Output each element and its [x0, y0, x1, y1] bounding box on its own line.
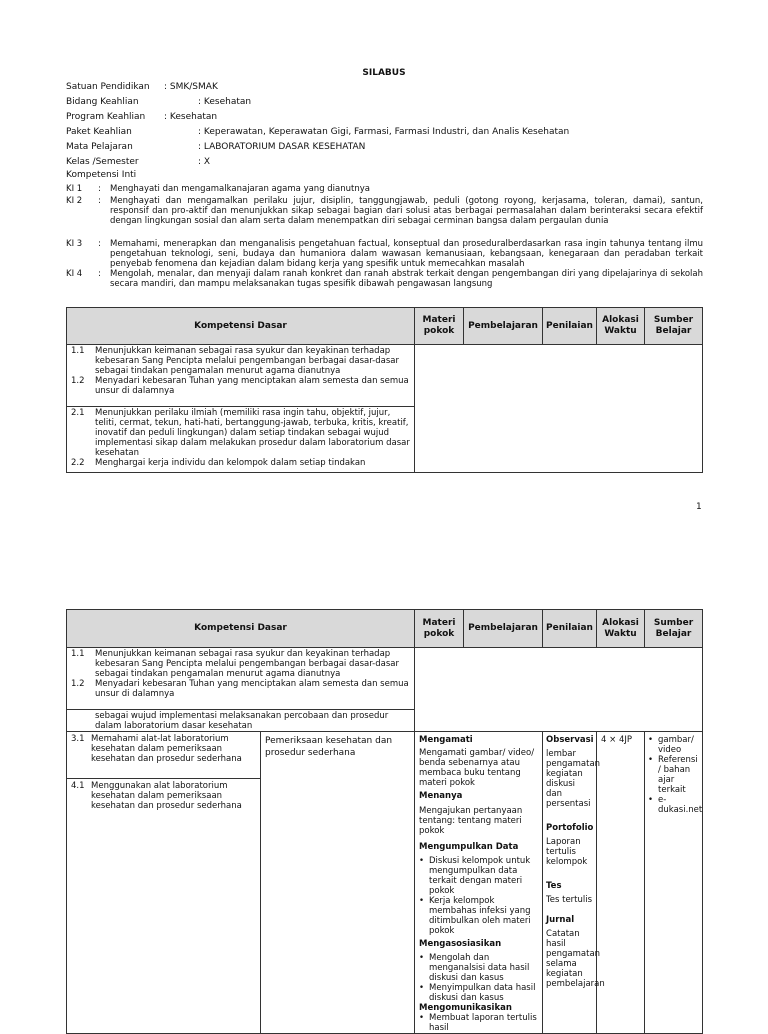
- header-value: : Kesehatan: [164, 112, 218, 122]
- header-value: : Kesehatan: [198, 97, 252, 107]
- header-value: : SMK/SMAK: [164, 82, 218, 92]
- header-label: Mata Pelajaran: [66, 142, 133, 152]
- mengasosiasikan-heading: Mengasosiasikan: [419, 939, 502, 949]
- mengomunikasikan-list: [419, 1013, 538, 1033]
- header-row: [66, 127, 706, 139]
- list-item: • Referensi / bahan ajar terkait: [648, 755, 698, 795]
- ki-row: [66, 239, 703, 267]
- jurnal-heading: Jurnal: [546, 915, 575, 925]
- mengumpulkan-heading: Mengumpulkan Data: [419, 842, 519, 852]
- list-item: • e-dukasi.net: [648, 795, 703, 815]
- ki-text: Menghayati dan mengamalkan perilaku jujur, disiplin, tanggungjawab, peduli (gotong royong, kerjasama, toleran, damai), santun, responsif dan pro-aktif dan menunjukkan sikap sebagai bagian dari solusi atas berbagai permasalahan dalam berinteraksi secara efektif dengan lingkungan sosial dan alam serta dalam menempatkan diri sebagai cerminan bangsa dalam pergaulan dunia: [110, 196, 703, 226]
- ki-label: KI 3: [66, 239, 83, 249]
- kd-2-1: 2.1 Menunjukkan perilaku ilmiah (memiliki rasa ingin tahu, objektif, jujur, teliti, cermat, tekun, hati-hati, bertanggung-jawab, terbuka, kritis, kreatif, inovatif dan peduli lingkungan) dalam setiap tindakan sebagai wujud implementasi sikap dalam melakukan prosedur dalam laboratorium dasar kesehatan: [71, 408, 410, 458]
- header-label: Paket Keahlian: [66, 127, 132, 137]
- header-kd-2: Kompetensi Dasar: [67, 610, 415, 648]
- mengomunikasikan-heading: Mengomunikasikan: [419, 1003, 512, 1013]
- portofolio-heading: Portofolio: [546, 823, 594, 833]
- header-kd: Kompetensi Dasar: [67, 308, 415, 345]
- document-title: SILABUS: [362, 68, 406, 78]
- ki-row: [66, 269, 703, 291]
- list-item: • Menyimpulkan data hasil diskusi dan kasus: [419, 983, 536, 1003]
- sumber-list: [648, 735, 703, 815]
- ki-text: Memahami, menerapkan dan menganalisis pengetahuan factual, konseptual dan proseduralberdasarkan rasa ingin tahunya tentang ilmu pengetahuan teknologi, seni, budaya dan humaniora dalam wawasan kemanusiaan, kebangsaan, kenegaraan dan peradaban terkait penyebab fenomena dan kejadian dalam bidang kerja yang spesifik untuk memecahkan masalah: [110, 239, 703, 269]
- ki-colon: :: [98, 196, 101, 206]
- header-label: Satuan Pendidikan: [66, 82, 150, 92]
- jurnal-text: Catatan hasil pengamatan selama kegiatan pembelajaran: [546, 929, 605, 989]
- header-label: Kelas /Semester: [66, 157, 139, 167]
- header-value: : X: [198, 157, 211, 167]
- observasi-heading: Observasi: [546, 735, 594, 745]
- mengamati-text: Mengamati gambar/ video/ benda sebenarnya atau membaca buku tentang materi pokok: [419, 748, 535, 788]
- ki-colon: :: [98, 184, 101, 194]
- ki-label: KI 1: [66, 184, 83, 194]
- kd-1-1: 1.1 Menunjukkan keimanan sebagai rasa syukur dan keyakinan terhadap kebesaran Sang Pencipta melalui pengembangan berbagai dasar-dasar sebagai tindakan pengamalan menurut agama dianutnya: [71, 346, 399, 376]
- header-value: : Keperawatan, Keperawatan Gigi, Farmasi, Farmasi Industri, dan Analis Kesehatan: [198, 127, 570, 137]
- mengamati-heading: Mengamati: [419, 735, 473, 745]
- header-materi-2: Materi pokok: [415, 610, 464, 648]
- header-sumber: Sumber Belajar: [645, 308, 703, 345]
- page-number: 1: [696, 502, 702, 512]
- ki-label: KI 4: [66, 269, 83, 279]
- header-sumber-2: Sumber Belajar: [645, 610, 703, 648]
- list-item: • gambar/ video: [648, 735, 694, 755]
- header-alokasi-2: Alokasi Waktu: [597, 610, 645, 648]
- kd-2-2: 2.2 Menghargai kerja individu dan kelompok dalam setiap tindakan: [71, 458, 366, 468]
- kd-continuation: sebagai wujud implementasi melaksanakan percobaan dan prosedur dalam laboratorium dasar kesehatan: [67, 710, 415, 732]
- menanya-text: Mengajukan pertanyaan tentang: tentang materi pokok: [419, 806, 523, 836]
- ki-row: [66, 184, 703, 195]
- header-pembelajaran-2: Pembelajaran: [464, 610, 543, 648]
- header-row: [66, 157, 706, 169]
- kd-1-2: 1.2 Menyadari kebesaran Tuhan yang menciptakan alam semesta dan semua unsur di dalamnya: [71, 376, 409, 396]
- header-row: [66, 82, 706, 94]
- ki-label: KI 2: [66, 196, 83, 206]
- mengumpulkan-list: [419, 856, 538, 936]
- ki-row: [66, 196, 703, 236]
- tes-text: Tes tertulis: [546, 895, 593, 905]
- observasi-text: lembar pengamatan kegiatan diskusi dan persentasi: [546, 749, 601, 809]
- kompetensi-inti-label: Kompetensi Inti: [66, 170, 137, 180]
- header-penilaian-2: Penilaian: [543, 610, 597, 648]
- kd-table-page1: [66, 307, 703, 473]
- kd-table-page2: [66, 609, 703, 1034]
- kd-3-1: 3.1 Memahami alat-lat laboratorium kesehatan dalam pemeriksaan kesehatan dan prosedur sederhana: [71, 734, 242, 764]
- ki-colon: :: [98, 239, 101, 249]
- alokasi-cell: 4 × 4JP: [597, 732, 645, 1034]
- header-label: Program Keahlian: [66, 112, 146, 122]
- header-label: Bidang Keahlian: [66, 97, 139, 107]
- mengasosiasikan-list: [419, 953, 538, 1003]
- header-row: [66, 97, 706, 109]
- list-item: • Mengolah dan menganalsisi data hasil diskusi dan kasus: [419, 953, 530, 983]
- portofolio-text: Laporan tertulis kelompok: [546, 837, 588, 867]
- materi-pokok-cell: Pemeriksaan kesehatan dan prosedur sederhana: [261, 732, 415, 1034]
- header-pembelajaran: Pembelajaran: [464, 308, 543, 345]
- tes-heading: Tes: [546, 881, 562, 891]
- header-penilaian: Penilaian: [543, 308, 597, 345]
- menanya-heading: Menanya: [419, 791, 463, 801]
- header-row: [66, 112, 706, 124]
- header-value: : LABORATORIUM DASAR KESEHATAN: [198, 142, 366, 152]
- kd-1-2-p2: 1.2 Menyadari kebesaran Tuhan yang menciptakan alam semesta dan semua unsur di dalamnya: [71, 679, 409, 699]
- list-item: • Kerja kelompok membahas infeksi yang ditimbulkan oleh materi pokok: [419, 896, 531, 936]
- ki-text: Mengolah, menalar, dan menyaji dalam ranah konkret dan ranah abstrak terkait dengan pengembangan diri yang dipelajarinya di sekolah secara mandiri, dan mampu melaksanakan tugas spesifik dibawah pengawasan langsung: [110, 269, 703, 289]
- ki-colon: :: [98, 269, 101, 279]
- kd-4-1: 4.1 Menggunakan alat laboratorium kesehatan dalam pemeriksaan kesehatan dan prosedur sederhana: [71, 780, 242, 811]
- list-item: • Diskusi kelompok untuk mengumpulkan data terkait dengan materi pokok: [419, 856, 531, 896]
- kd-1-1-p2: 1.1 Menunjukkan keimanan sebagai rasa syukur dan keyakinan terhadap kebesaran Sang Pencipta melalui pengembangan berbagai dasar-dasar sebagai tindakan pengamalan menurut agama dianutnya: [71, 649, 399, 679]
- ki-text: Menghayati dan mengamalkanajaran agama yang dianutnya: [110, 184, 370, 194]
- header-materi: Materi pokok: [415, 308, 464, 345]
- list-item: • Membuat laporan tertulis hasil: [419, 1013, 537, 1033]
- header-alokasi: Alokasi Waktu: [597, 308, 645, 345]
- header-row: [66, 142, 706, 154]
